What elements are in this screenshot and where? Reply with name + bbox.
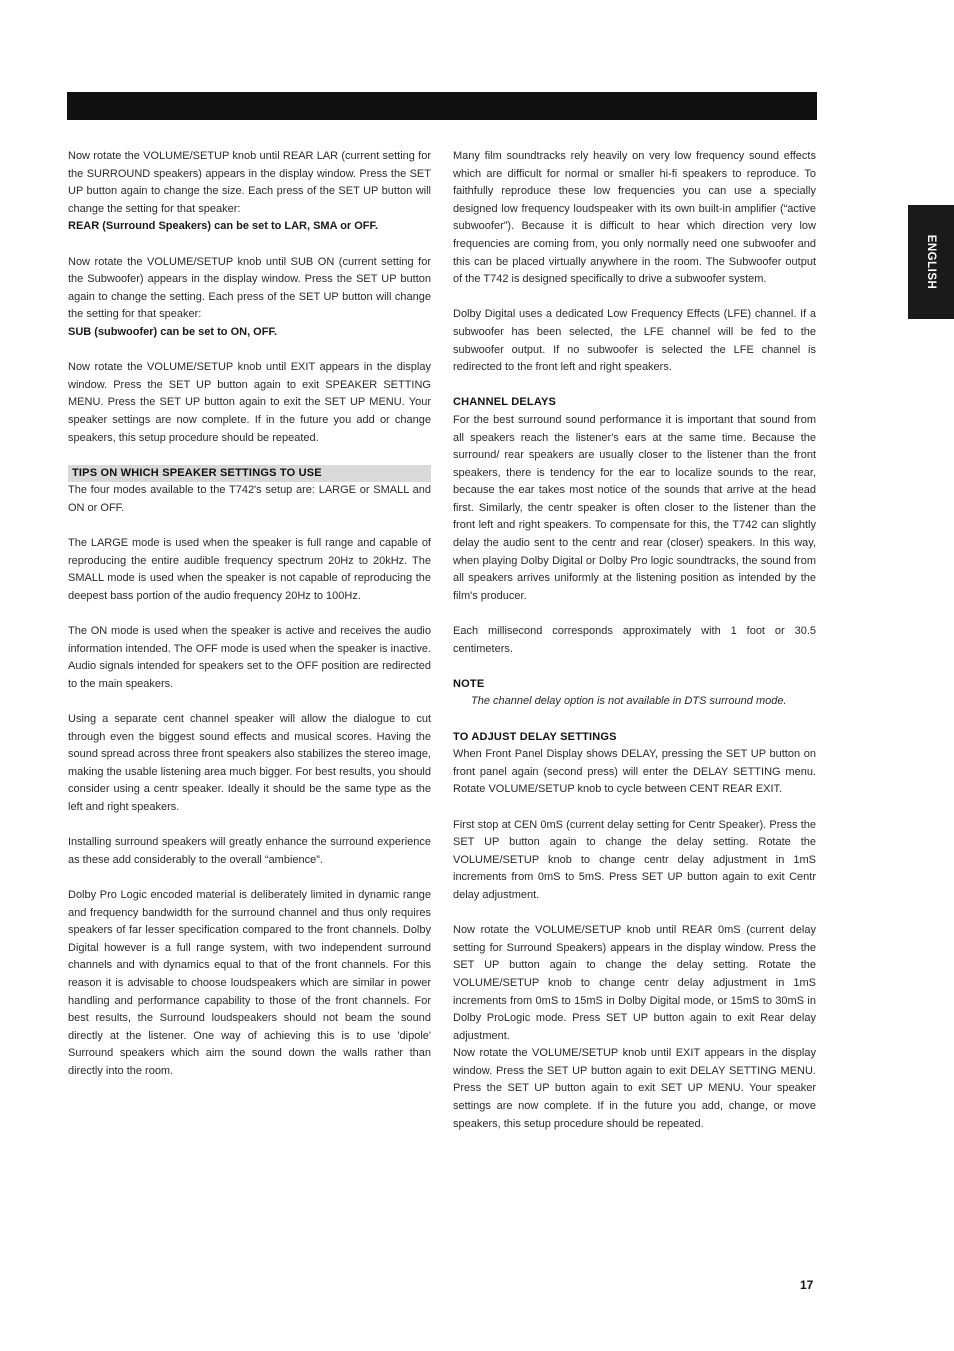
- section-heading-tips: TIPS ON WHICH SPEAKER SETTINGS TO USE: [68, 465, 431, 483]
- left-column: [68, 148, 431, 1080]
- header-bar: [67, 92, 817, 120]
- paragraph: Dolby Digital uses a dedicated Low Frequency Effects (LFE) channel. If a subwoofer has been selected, the LFE channel will be fed to the subwoofer output. If no subwoofer is selected the LFE channel is redirected to the front left and right speakers.: [453, 308, 816, 374]
- paragraph: For the best surround sound performance it is important that sound from all speakers reach the listener's ears at the same time. Because the surround/ rear speakers are usually closer to the listener than the front speakers, there is tendency for the ear to localize sounds to the rear, because the ear takes most notice of the sounds that arrive at the head first. Similarly, the centr speaker is often closer to the listener than the front left and right speakers. To compensate for this, the T742 can slightly delay the audio sent to the centr and rear (closer) speakers. In this way, when playing Dolby Digital or Dolby Pro logic soundtracks, the sound from all speakers arrives uniformly at the listening position as intended by the film's producer.: [453, 413, 816, 602]
- section-heading-channel-delays: CHANNEL DELAYS: [453, 396, 557, 409]
- paragraph: Now rotate the VOLUME/SETUP knob until SUB ON (current setting for the Subwoofer) appears in the display window. Press the SET UP button again to change the setting. Each press of the SET UP button will change the setting for that speaker:: [68, 255, 431, 321]
- paragraph: Now rotate the VOLUME/SETUP knob until REAR 0mS (current delay setting for Surround Speakers) appears in the display window. Press the SET UP button again to change the delay setting. Rotate the VOLUME/SETUP knob to change centr delay adjustment in 1mS increments from 0mS to 15mS in Dolby Digital mode, or 15mS to 30mS in Dolby ProLogic mode. Press SET UP button again to exit Rear delay adjustment.: [453, 924, 816, 1042]
- paragraph-bold: SUB (subwoofer) can be set to ON, OFF.: [68, 325, 278, 338]
- language-tab-label: ENGLISH: [925, 234, 937, 290]
- paragraph: Many film soundtracks rely heavily on very low frequency sound effects which are difficult for normal or smaller hi-fi speakers to reproduce. To faithfully reproduce these low frequencies you can use a specially designed low frequency loudspeaker with its own built-in amplifier (“active subwoofer”). Because it is difficult to hear which direction very low frequencies are coming from, you only normally need one subwoofer and this can be placed virtually anywhere in the room. The Subwoofer output of the T742 is designed specifically to drive a subwoofer system.: [453, 150, 816, 286]
- paragraph: Each millisecond corresponds approximately with 1 foot or 30.5 centimeters.: [453, 625, 816, 655]
- paragraph: Installing surround speakers will greatly enhance the surround experience as these add considerably to the overall “ambience”.: [68, 836, 431, 866]
- language-tab: [908, 205, 954, 319]
- section-heading-adjust-delay: TO ADJUST DELAY SETTINGS: [453, 730, 617, 743]
- page-number: 17: [800, 1278, 814, 1292]
- paragraph-bold: REAR (Surround Speakers) can be set to LAR, SMA or OFF.: [68, 220, 379, 233]
- paragraph: Now rotate the VOLUME/SETUP knob until EXIT appears in the display window. Press the SET UP button again to exit SPEAKER SETTING MENU. Press the SET UP button again to exit the SET UP MENU. Your speaker settings are now complete. If in the future you add or change speakers, this setup procedure should be repeated.: [68, 361, 431, 444]
- paragraph: The four modes available to the T742's setup are: LARGE or SMALL and ON or OFF.: [68, 484, 431, 514]
- paragraph: Using a separate cent channel speaker will allow the dialogue to cut through even the biggest sound effects and musical scores. Having the sound spread across three front speakers also stabilizes the stereo image, making the usable listening area much bigger. For best results, you should consider using a centr speaker. Ideally it should be the same type as the left and right speakers.: [68, 713, 431, 813]
- note-heading: NOTE: [453, 677, 485, 690]
- paragraph: Now rotate the VOLUME/SETUP knob until REAR LAR (current setting for the SURROUND speakers) appears in the display window. Press the SET UP button again to change the size. Each press of the SET UP button will change the setting for that speaker:: [68, 150, 431, 215]
- right-column: [453, 148, 816, 1133]
- paragraph: The LARGE mode is used when the speaker is full range and capable of reproducing the entire audible frequency spectrum 20Hz to 20kHz. The SMALL mode is used when the speaker is not capable of reproducing the deepest bass portion of the audio frequency 20Hz to 100Hz.: [68, 537, 431, 602]
- note-body: The channel delay option is not available in DTS surround mode.: [471, 695, 787, 708]
- paragraph: When Front Panel Display shows DELAY, pressing the SET UP button on front panel again (second press) will enter the DELAY SETTING menu. Rotate VOLUME/SETUP knob to cycle between CENT REAR EXIT.: [453, 748, 816, 796]
- paragraph: The ON mode is used when the speaker is active and receives the audio information intended. The OFF mode is used when the speaker is inactive. Audio signals intended for speakers set to the OFF position are redirected to the main speakers.: [68, 625, 431, 690]
- paragraph: Now rotate the VOLUME/SETUP knob until EXIT appears in the display window. Press the SET UP button again to exit DELAY SETTING MENU. Press the SET UP button again to exit SET UP MENU. Your speaker settings are now complete. If in the future you add, change, or move speakers, this setup procedure should be repeated.: [453, 1047, 816, 1130]
- paragraph: Dolby Pro Logic encoded material is deliberately limited in dynamic range and frequency bandwidth for the surround channel and thus only requires speakers of far lesser specification compared to the front channels. Dolby Digital however is a full range system, with two independent surround channels and with dynamics equal to that of the front channels. For this reason it is advisable to choose loudspeakers which are similar in power handling and performance capability to those of the front channels. For best results, the Surround loudspeakers should not beam the sound directly at the listener. One way of achieving this is to use 'dipole' Surround speakers which aim the sound down the walls rather than directly into the room.: [68, 888, 431, 1077]
- paragraph: First stop at CEN 0mS (current delay setting for Centr Speaker). Press the SET UP button again to change the delay setting. Rotate the VOLUME/SETUP knob to change centr delay adjustment in 1mS increments from 0mS to 5mS. Press SET UP button again to exit Centr delay adjustment.: [453, 818, 816, 901]
